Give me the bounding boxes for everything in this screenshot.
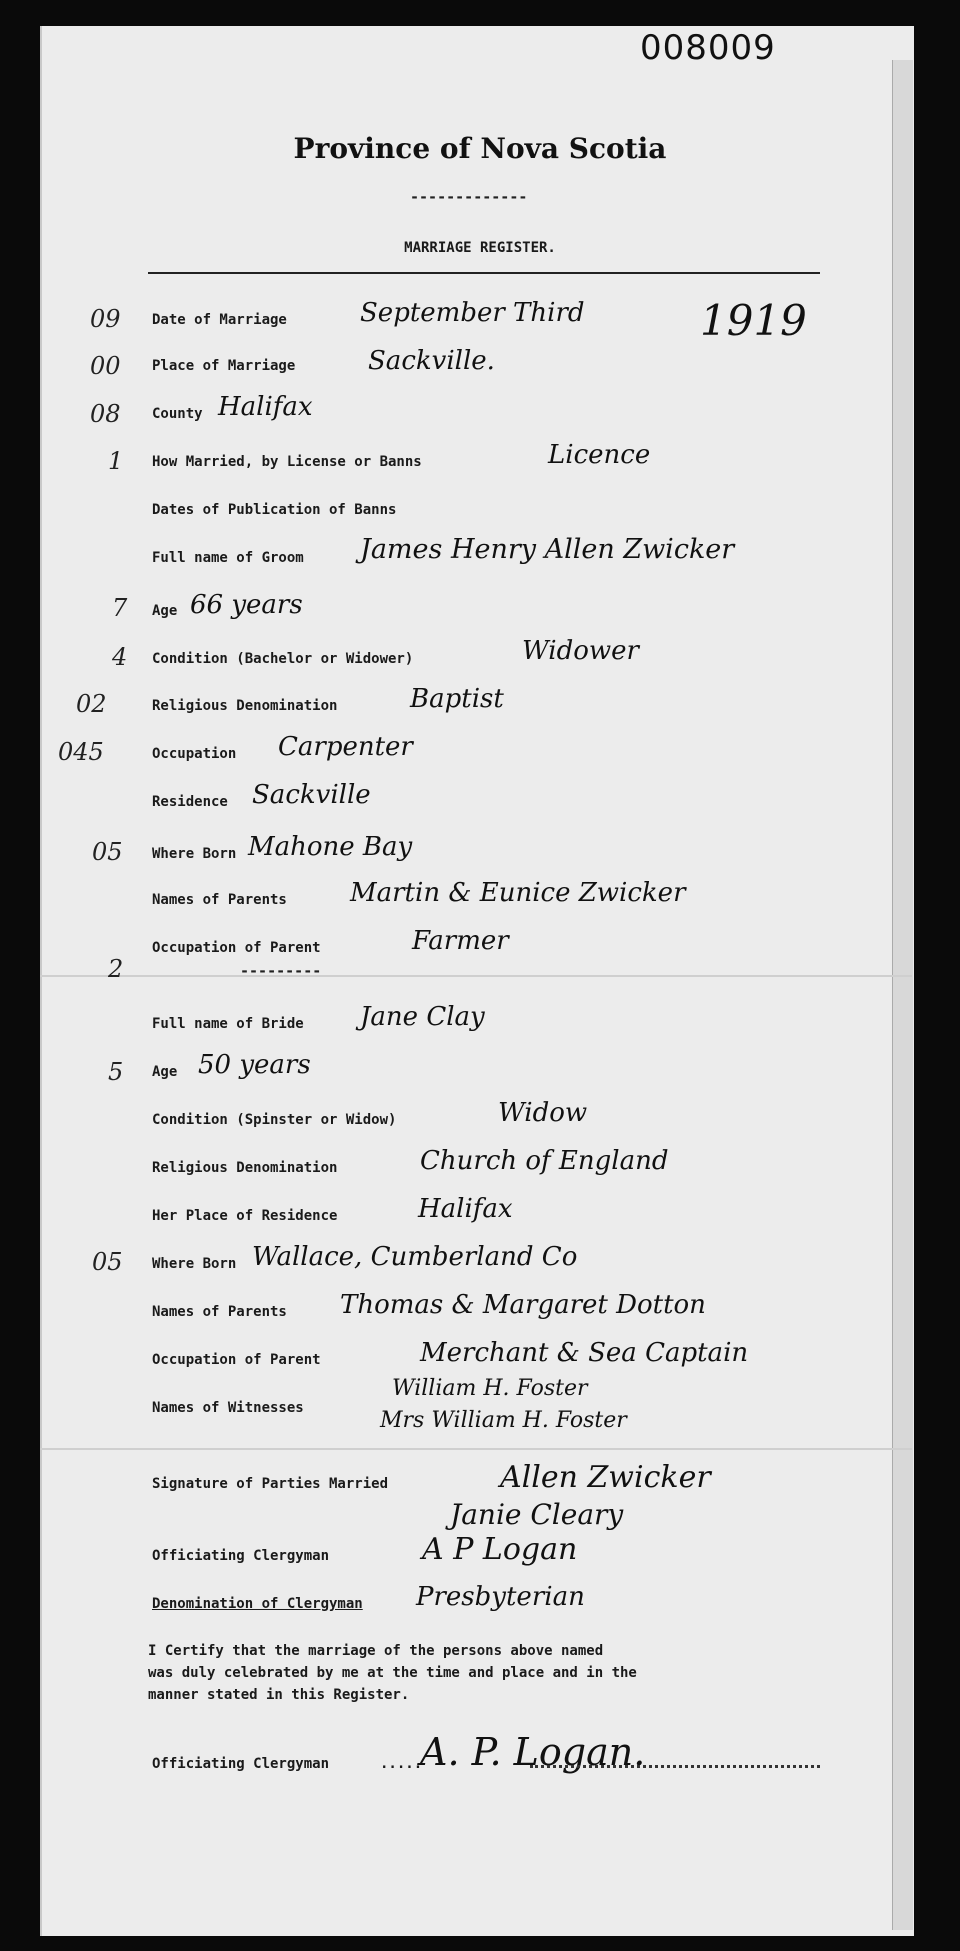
bride-religion-value: Church of England <box>420 1146 669 1176</box>
margin-code: 08 <box>90 400 121 428</box>
margin-code: 05 <box>92 1248 123 1276</box>
bride-parents-label: Names of Parents <box>152 1304 287 1320</box>
fold-line <box>40 1448 912 1450</box>
groom-parent-occupation-value: Farmer <box>412 926 509 956</box>
groom-religion-label: Religious Denomination <box>152 698 338 714</box>
label-leader-dots: ..... <box>380 1756 423 1772</box>
clergyman-value: A P Logan <box>422 1532 578 1567</box>
groom-residence-label: Residence <box>152 794 228 810</box>
margin-code: 7 <box>112 594 128 622</box>
clergyman-label: Officiating Clergyman <box>152 1548 330 1564</box>
bride-age-label: Age <box>152 1064 178 1080</box>
groom-born-value: Mahone Bay <box>248 832 413 862</box>
margin-code: 2 <box>108 955 124 983</box>
groom-parents-value: Martin & Eunice Zwicker <box>350 878 686 908</box>
groom-age-label: Age <box>152 603 178 619</box>
county-value: Halifax <box>218 392 313 422</box>
groom-occupation-label: Occupation <box>152 746 237 762</box>
bride-name-value: Jane Clay <box>360 1002 485 1032</box>
groom-condition-value: Widower <box>522 636 639 666</box>
bride-born-label: Where Born <box>152 1256 237 1272</box>
certification-clergyman-label: Officiating Clergyman <box>152 1756 330 1772</box>
bride-parent-occupation-value: Merchant & Sea Captain <box>420 1338 749 1368</box>
header-rule <box>148 272 820 274</box>
groom-name-value: James Henry Allen Zwicker <box>360 534 735 565</box>
bride-condition-label: Condition (Spinster or Widow) <box>152 1112 397 1128</box>
signature-groom: Allen Zwicker <box>500 1460 711 1495</box>
margin-code: 02 <box>76 690 107 718</box>
certification-text: I Certify that the marriage of the persons above named was duly celebrated by me at the time and place and in the manner stated in this Register. <box>148 1643 637 1703</box>
signatures-label: Signature of Parties Married <box>152 1476 389 1492</box>
bride-born-value: Wallace, Cumberland Co <box>252 1242 578 1272</box>
witnesses-label: Names of Witnesses <box>152 1400 304 1416</box>
margin-code: 4 <box>112 643 128 671</box>
certification-signature: A. P. Logan. <box>420 1730 646 1774</box>
bride-residence-label: Her Place of Residence <box>152 1208 338 1224</box>
date-of-marriage-value: September Third <box>360 298 585 328</box>
groom-age-value: 66 years <box>190 590 303 620</box>
clergyman-denomination-value: Presbyterian <box>416 1582 585 1612</box>
page-title: Province of Nova Scotia <box>293 132 667 165</box>
title-divider: ------------- <box>410 188 528 206</box>
groom-born-label: Where Born <box>152 846 237 862</box>
groom-religion-value: Baptist <box>410 684 504 714</box>
margin-code: 1 <box>108 447 124 475</box>
groom-parents-label: Names of Parents <box>152 892 287 908</box>
witness-2: Mrs William H. Foster <box>380 1408 627 1433</box>
groom-residence-value: Sackville <box>252 780 371 810</box>
clergyman-denomination-label: Denomination of Clergyman <box>152 1596 363 1612</box>
section-divider: --------- <box>240 962 322 980</box>
bride-name-label: Full name of Bride <box>152 1016 304 1032</box>
bride-residence-value: Halifax <box>418 1194 513 1224</box>
marriage-year: 1919 <box>700 296 807 345</box>
bride-parent-occupation-label: Occupation of Parent <box>152 1352 321 1368</box>
document-number: 008009 <box>640 28 776 68</box>
margin-code: 00 <box>90 352 121 380</box>
bride-religion-label: Religious Denomination <box>152 1160 338 1176</box>
signature-bride: Janie Cleary <box>450 1498 624 1531</box>
dates-of-publication-label: Dates of Publication of Banns <box>152 502 397 518</box>
how-married-label: How Married, by License or Banns <box>152 454 422 470</box>
groom-name-label: Full name of Groom <box>152 550 304 566</box>
place-of-marriage-value: Sackville. <box>368 346 495 376</box>
page-subtitle: MARRIAGE REGISTER. <box>404 240 556 256</box>
place-of-marriage-label: Place of Marriage <box>152 358 296 374</box>
groom-parent-occupation-label: Occupation of Parent <box>152 940 321 956</box>
margin-code: 09 <box>90 305 121 333</box>
date-of-marriage-label: Date of Marriage <box>152 312 287 328</box>
county-label: County <box>152 406 203 422</box>
signature-dotted-line <box>530 1765 820 1768</box>
underlying-sheets <box>892 60 913 1930</box>
witness-1: William H. Foster <box>392 1376 588 1401</box>
bride-age-value: 50 years <box>198 1050 311 1080</box>
bride-condition-value: Widow <box>498 1098 588 1128</box>
fold-line <box>40 975 912 977</box>
margin-code: 05 <box>92 838 123 866</box>
how-married-value: Licence <box>548 440 651 470</box>
margin-code: 5 <box>108 1058 124 1086</box>
groom-occupation-value: Carpenter <box>278 732 413 762</box>
margin-code: 045 <box>58 738 104 766</box>
bride-parents-value: Thomas & Margaret Dotton <box>340 1290 706 1320</box>
groom-condition-label: Condition (Bachelor or Widower) <box>152 651 414 667</box>
